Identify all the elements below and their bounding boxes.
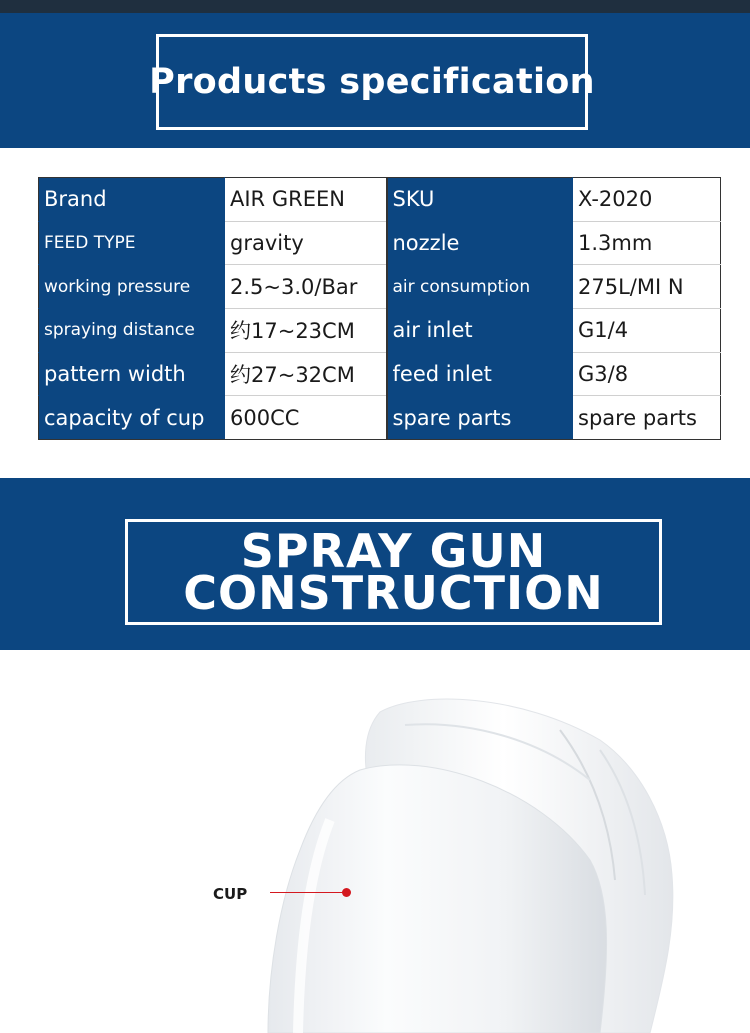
spec-label: spraying distance xyxy=(39,308,225,352)
construction-title-line1: SPRAY GUN xyxy=(240,524,547,578)
construction-header-band xyxy=(0,478,750,650)
spec-row xyxy=(39,265,721,309)
spec-value: G1/4 xyxy=(573,308,721,352)
spec-value: 600CC xyxy=(225,396,387,440)
spec-table xyxy=(38,177,721,440)
spec-label: SKU xyxy=(387,178,573,222)
construction-title-frame xyxy=(125,519,662,625)
paint-cup-image xyxy=(0,650,750,1033)
spec-label: FEED TYPE xyxy=(39,221,225,265)
spec-label: feed inlet xyxy=(387,352,573,396)
spec-label: working pressure xyxy=(39,265,225,309)
spec-label: air consumption xyxy=(387,265,573,309)
spec-value: spare parts xyxy=(573,396,721,440)
spec-label: Brand xyxy=(39,178,225,222)
spec-row xyxy=(39,178,721,222)
spec-row xyxy=(39,396,721,440)
spec-row xyxy=(39,221,721,265)
top-bar xyxy=(0,0,750,13)
cup-callout-dot xyxy=(342,888,351,897)
spec-value: 275L/MI N xyxy=(573,265,721,309)
cup-callout-line xyxy=(270,892,346,893)
spec-row xyxy=(39,308,721,352)
cup-callout-label: CUP xyxy=(213,885,248,903)
construction-title-line2: CONSTRUCTION xyxy=(183,566,604,620)
spec-label: air inlet xyxy=(387,308,573,352)
spec-title: Products specification xyxy=(149,62,595,102)
spec-value: 1.3mm xyxy=(573,221,721,265)
spec-label: capacity of cup xyxy=(39,396,225,440)
spec-value: AIR GREEN xyxy=(225,178,387,222)
spec-label: nozzle xyxy=(387,221,573,265)
spec-value: 约17~23CM xyxy=(225,308,387,352)
spec-value: X-2020 xyxy=(573,178,721,222)
product-image-area xyxy=(0,650,750,1033)
spec-value: gravity xyxy=(225,221,387,265)
spec-value: 约27~32CM xyxy=(225,352,387,396)
spec-header-band xyxy=(0,13,750,148)
spec-value: 2.5~3.0/Bar xyxy=(225,265,387,309)
spec-label: pattern width xyxy=(39,352,225,396)
spec-row xyxy=(39,352,721,396)
spec-label: spare parts xyxy=(387,396,573,440)
spec-value: G3/8 xyxy=(573,352,721,396)
spec-title-frame xyxy=(149,34,595,130)
